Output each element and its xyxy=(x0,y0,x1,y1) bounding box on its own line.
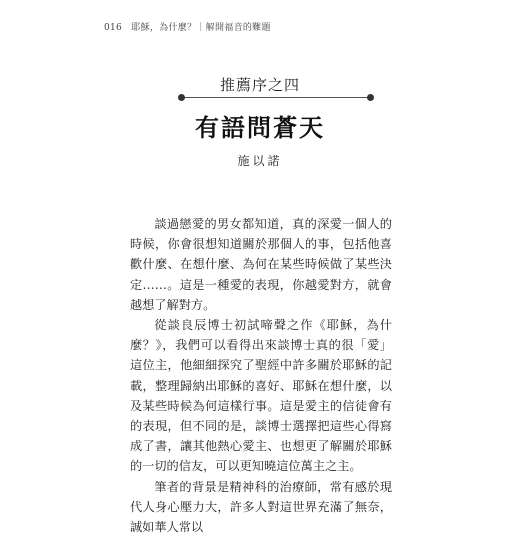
section-label: 推薦序之四 xyxy=(219,76,300,94)
body-text xyxy=(130,214,392,537)
paragraph: 筆者的背景是精神科的治療師，常有感於現代人身心壓力大，許多人對這世界充滿了無奈，誠如華人常以 xyxy=(130,479,392,535)
paragraph: 從談良辰博士初試啼聲之作《耶穌，為什麼？》，我們可以看得出來談博士真的很「愛」這位主，他細細探究了聖經中許多關於耶穌的記載，整理歸納出耶穌的喜好、耶穌在想什麼，以及某些時候為何這樣行事。這是愛主的信徒會有的表現，但不同的是，談博士選擇把這些心得寫成了書，讓其他熱心愛主、也想更了解關於耶穌的一切的信友，可以更知曉這位萬主之主。 xyxy=(130,318,392,474)
running-header xyxy=(104,20,271,33)
rule-left-dot xyxy=(178,94,185,101)
ornamental-rule xyxy=(182,97,370,98)
paragraph: 談過戀愛的男女都知道，真的深愛一個人的時候，你會很想知道關於那個人的事，包括他喜歡什麼、在想什麼、為何在某些時候做了某些決定……。這是一種愛的表現，你越愛對方，就會越想了解對方。 xyxy=(130,217,392,312)
article-title: 有語問蒼天 xyxy=(195,113,325,142)
rule-right-dot xyxy=(367,94,374,101)
page-number: 016 xyxy=(104,23,123,33)
author-name: 施以諾 xyxy=(237,154,283,168)
running-title: 耶穌，為什麼？｜解開福音的難題 xyxy=(131,23,271,33)
